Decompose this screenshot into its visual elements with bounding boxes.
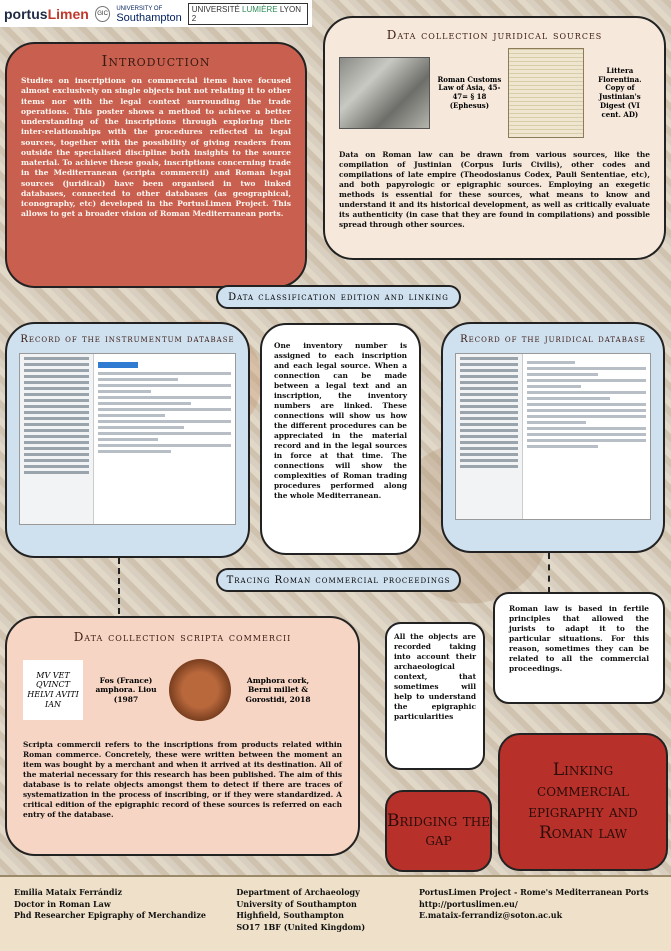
- fos-amphora-caption: Fos (France) amphora. Liou (1987: [95, 675, 157, 704]
- instrumentum-title: Record of the instrumentum database: [20, 334, 235, 345]
- amphora-cork-image: [169, 659, 231, 721]
- objects-note-box: [385, 622, 485, 770]
- instrumentum-database-box: [5, 322, 250, 558]
- lyon2-logo: UNIVERSITÉ LUMIÈRE LYON 2: [188, 3, 308, 25]
- footer: [0, 875, 671, 951]
- dashed-arrow-left: [118, 558, 120, 614]
- littera-florentina-image: [508, 48, 583, 138]
- introduction-text: Studies on inscriptions on commercial items have focused almost exclusively on single objects but not relating it to other items nor with the legal context surrounding the trade operations. This poster shows a method to achieve a better understanding of the inscriptions through exploring their inter-relationships with the procedures reflected in legal sources, together with the possibility of giving readers from outside the specialised discipline both insights to the source material. To achieve these goals, inscriptions concerning trade in the Mediterranean (scripta commercii) and Roman legal sources (juridical) have been organised in two linked databases, connected to other databases (as geographical, iconography, etc) developed in the PortusLimen Project. This allows to get a broader vision of Roman Mediterranean ports.: [21, 76, 291, 219]
- roman-law-note-text: Roman law is based in fertile principles that allowed the jurists to adapt it to the particular situations. For this reason, sometimes they can be related to all the commercial proceedings.: [509, 604, 649, 673]
- introduction-box: [5, 42, 307, 288]
- header-logos: [0, 0, 312, 27]
- tracing-banner: Tracing Roman commercial proceedings: [216, 568, 461, 592]
- customs-law-stone-image: [339, 57, 430, 129]
- linking-explanation-text: One inventory number is assigned to each inscription and each legal source. When a connection can be made between a legal text and an inscription, the inventory numbers are linked. These connections will show us how the different procedures can be appreciated in the material record and in the legal sources in force at that time. The connections will show the complexities of Roman trading procedures performed along the whole Mediterranean.: [274, 341, 407, 500]
- juridical-sources-text: Data on Roman law can be drawn from various sources, like the compilation of Justinian (Corpus Iuris Civilis), other codes and compilations of late empire (Theodosianus Codex, Pauli Sententiae, etc), and both papyrologic or epigraphic sources. Employing an exegetic methods is essential for these sources, what means to know and understand it and its historical development, as well as critically evaluate its authenticity (in case that they are found in compilations) and possible spread through other sources.: [339, 150, 650, 229]
- scripta-text: Scripta commercii refers to the inscriptions from products related within Roman commerce. Concretely, these were written between the moment an item was bought by a merchant and when it arrived at its destination. All of the material necessary for this research has been published. The aim of this database is to relate objects amongst them to detect if there are traces of systematization in the process of inscribing, or if they were standardized. A critical edition of the epigraphic record of these sources is referred on each entry of the database.: [23, 740, 342, 819]
- portuslimen-logo: portusLimen: [4, 5, 89, 22]
- juridical-db-title: Record of the juridical database: [460, 334, 646, 345]
- customs-law-caption: Roman Customs Law of Asia, 45-47= § 18 (Ephesus): [437, 74, 502, 110]
- gic-logo: GIC: [95, 6, 111, 22]
- linking-explanation-box: [260, 323, 421, 555]
- footer-project: PortusLimen Project - Rome's Mediterranean Ports http://portuslimen.eu/ E.mataix-ferrandiz@soton.ac.uk: [418, 887, 649, 921]
- linking-title-box: Linking commercial epigraphy and Roman law: [498, 733, 668, 871]
- littera-florentina-caption: Littera Florentina. Copy of Justinian's Digest (VI cent. AD): [598, 65, 642, 119]
- scripta-commercii-box: [5, 616, 360, 856]
- amphora-cork-caption: Amphora cork, Berni millet & Gorostidi, 2018: [245, 675, 311, 704]
- southampton-logo: UNIVERSITY OF Southampton: [116, 5, 182, 24]
- juridical-db-screenshot: [455, 353, 651, 520]
- juridical-sources-title: Data collection juridical sources: [386, 28, 603, 42]
- scripta-title: Data collection scripta commercii: [73, 630, 292, 644]
- introduction-title: Introduction: [101, 52, 211, 70]
- footer-address: Department of Archaeology University of Southampton Highfield, Southampton SO17 1BF (United Kingdom): [236, 887, 366, 932]
- objects-note-text: All the objects are recorded taking into account their archaeological context, that sometimes will help to understand the epigraphic particularities: [394, 632, 476, 721]
- classification-banner: Data classification edition and linking: [216, 285, 461, 309]
- juridical-database-box: [441, 322, 665, 553]
- dashed-arrow-right: [548, 553, 550, 593]
- roman-law-note-box: [493, 592, 665, 704]
- juridical-sources-box: [323, 16, 666, 260]
- amphora-inscription-image: MV VET QVINCT HELVI AVITI IAN: [23, 660, 83, 720]
- footer-author: Emilia Mataix Ferrándiz Doctor in Roman Law Phd Researcher Epigraphy of Merchandize: [14, 887, 206, 921]
- bridging-the-gap-box: Bridging the gap: [385, 790, 492, 872]
- instrumentum-screenshot: [19, 353, 236, 525]
